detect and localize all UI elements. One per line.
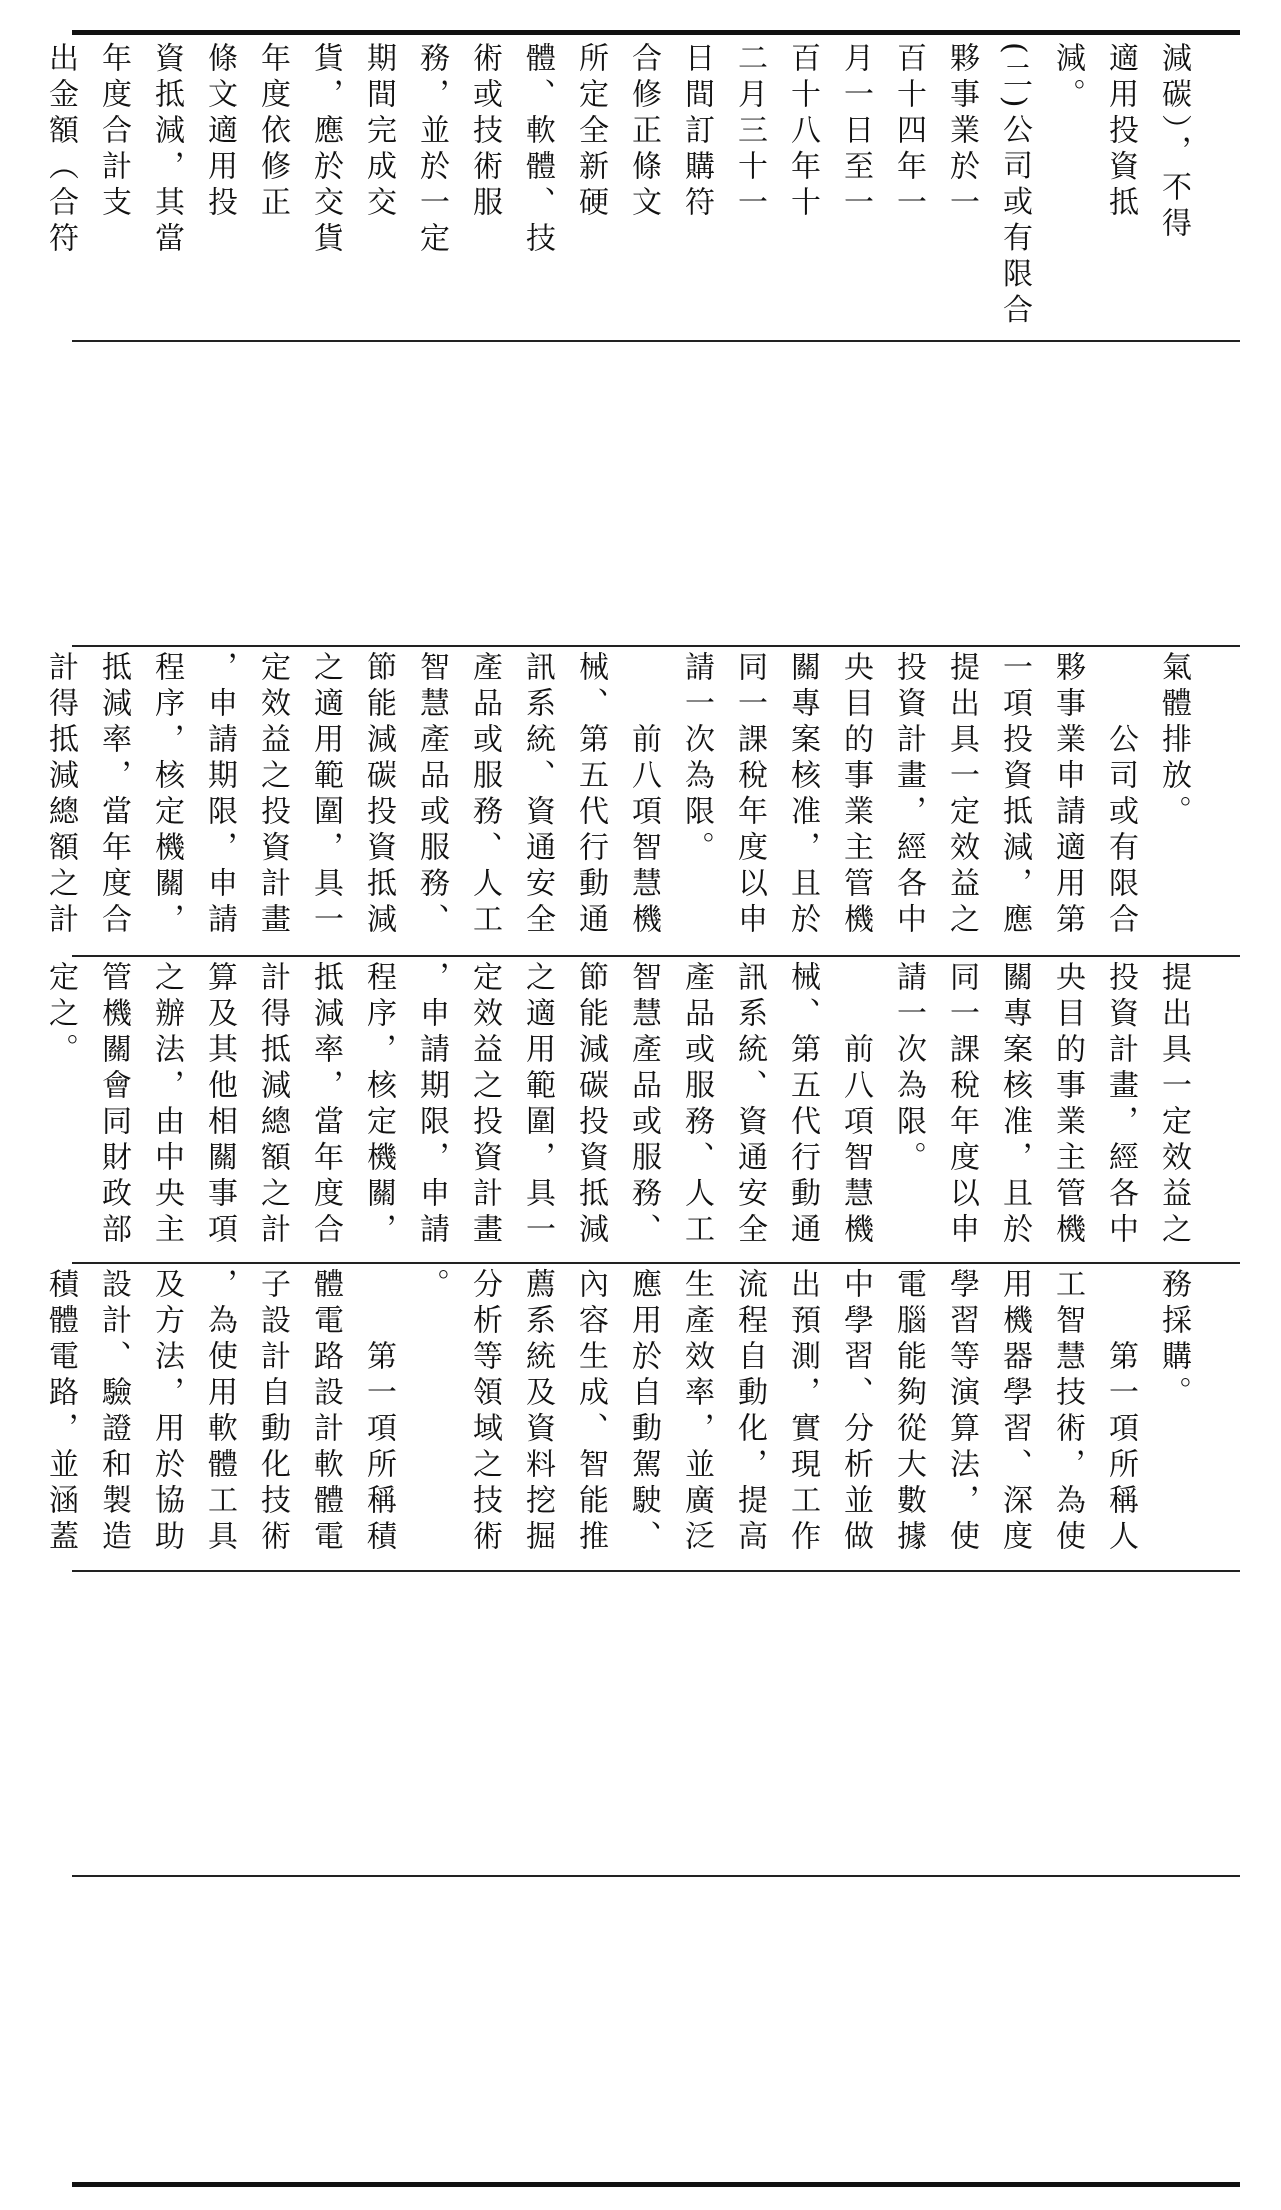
text-line: 管機關會同財政部 bbox=[96, 961, 131, 1249]
text-line: 同一課稅年度以申 bbox=[732, 651, 767, 939]
text-line: 子設計自動化技術 bbox=[255, 1268, 290, 1556]
cell-text bbox=[34, 42, 1200, 342]
text-line: 中學習、分析並做 bbox=[838, 1268, 873, 1556]
text-line: 算及其他相關事項 bbox=[202, 961, 237, 1249]
text-line: 智慧產品或服務、 bbox=[626, 961, 661, 1249]
text-line: 提出具一定效益之 bbox=[1156, 961, 1191, 1249]
text-line: 用機器學習、深度 bbox=[997, 1268, 1032, 1556]
text-line: 夥事業申請適用第 bbox=[1050, 651, 1085, 939]
text-line: 定效益之投資計畫 bbox=[255, 651, 290, 939]
text-line: 貨，應於交貨 bbox=[308, 42, 343, 258]
text-line: 。 bbox=[414, 1268, 449, 1304]
text-line: 關專案核准，且於 bbox=[785, 651, 820, 939]
text-line: 內容生成、智能推 bbox=[573, 1268, 608, 1556]
text-line: 前八項智慧機 bbox=[838, 961, 873, 1249]
text-line: 學習等演算法，使 bbox=[944, 1268, 979, 1556]
text-line: 分析等領域之技術 bbox=[467, 1268, 502, 1556]
text-line: 條文適用投 bbox=[202, 42, 237, 222]
text-line: 抵減率，當年度合 bbox=[96, 651, 131, 939]
text-line: 計得抵減總額之計 bbox=[43, 651, 78, 939]
table-row bbox=[43, 36, 1240, 336]
text-line: 電腦能夠從大數據 bbox=[891, 1268, 926, 1556]
text-line: 體電路設計軟體電 bbox=[308, 1268, 343, 1556]
text-line: 出預測，實現工作 bbox=[785, 1268, 820, 1556]
text-line: 投資計畫，經各中 bbox=[891, 651, 926, 939]
text-line: 設計、驗證和製造 bbox=[96, 1268, 131, 1556]
text-line: 程序，核定機關， bbox=[149, 651, 184, 939]
text-line: 定之。 bbox=[43, 961, 78, 1069]
table-bottom-border bbox=[72, 2182, 1240, 2187]
text-line: 流程自動化，提高 bbox=[732, 1268, 767, 1556]
text-line: 提出具一定效益之 bbox=[944, 651, 979, 939]
table-row bbox=[43, 1262, 1240, 1562]
text-line: 之辦法，由中央主 bbox=[149, 961, 184, 1249]
table-row bbox=[43, 955, 1240, 1255]
text-line: 積體電路，並涵蓋 bbox=[43, 1268, 78, 1556]
table-row bbox=[43, 645, 1240, 945]
text-line: 減碳），不得 bbox=[1156, 42, 1191, 243]
text-line: (二)公司或有限合 bbox=[997, 42, 1032, 330]
text-line: 關專案核准，且於 bbox=[997, 961, 1032, 1249]
text-line: 年度合計支 bbox=[96, 42, 131, 222]
text-line: 減。 bbox=[1050, 42, 1085, 114]
text-line: 薦系統及資料挖掘 bbox=[520, 1268, 555, 1556]
text-line: 訊系統、資通安全 bbox=[732, 961, 767, 1249]
text-line: 氣體排放。 bbox=[1156, 651, 1191, 831]
text-line: 適用投資抵 bbox=[1103, 42, 1138, 222]
text-line: 請一次為限。 bbox=[891, 961, 926, 1177]
text-line: 訊系統、資通安全 bbox=[520, 651, 555, 939]
text-line: 年度依修正 bbox=[255, 42, 290, 222]
text-line: 體、軟體、技 bbox=[520, 42, 555, 258]
text-line: 計得抵減總額之計 bbox=[255, 961, 290, 1249]
text-line: 日間訂購符 bbox=[679, 42, 714, 222]
text-line: 生產效率，並廣泛 bbox=[679, 1268, 714, 1556]
text-line: 一項投資抵減，應 bbox=[997, 651, 1032, 939]
text-line: 工智慧技術，為使 bbox=[1050, 1268, 1085, 1556]
text-line: 務採購。 bbox=[1156, 1268, 1191, 1412]
text-line: 合修正條文 bbox=[626, 42, 661, 222]
text-line: 百十四年一 bbox=[891, 42, 926, 222]
text-line: 前八項智慧機 bbox=[626, 651, 661, 939]
cell-text bbox=[34, 961, 1200, 1261]
text-line: 夥事業於一 bbox=[944, 42, 979, 222]
text-line: 應用於自動駕駛、 bbox=[626, 1268, 661, 1556]
text-line: 械、第五代行動通 bbox=[573, 651, 608, 939]
text-line: ，為使用軟體工具 bbox=[202, 1268, 237, 1556]
text-line: 務，並於一定 bbox=[414, 42, 449, 258]
text-line: 產品或服務、人工 bbox=[467, 651, 502, 939]
text-line: 資抵減，其當 bbox=[149, 42, 184, 258]
table-top-border bbox=[72, 30, 1240, 35]
text-line: 公司或有限合 bbox=[1103, 651, 1138, 939]
text-line: 期間完成交 bbox=[361, 42, 396, 222]
cell-text bbox=[34, 651, 1200, 951]
text-line: 智慧產品或服務、 bbox=[414, 651, 449, 939]
text-line: ，申請期限，申請 bbox=[202, 651, 237, 939]
text-line: 第一項所稱積 bbox=[361, 1268, 396, 1556]
text-line: 請一次為限。 bbox=[679, 651, 714, 867]
text-line: 抵減率，當年度合 bbox=[308, 961, 343, 1249]
text-line: 產品或服務、人工 bbox=[679, 961, 714, 1249]
text-line: 同一課稅年度以申 bbox=[944, 961, 979, 1249]
text-line: 出金額（合符 bbox=[43, 42, 78, 258]
text-line: 所定全新硬 bbox=[573, 42, 608, 222]
text-line: 程序，核定機關， bbox=[361, 961, 396, 1249]
text-line: 二月三十一 bbox=[732, 42, 767, 222]
text-line: 定效益之投資計畫 bbox=[467, 961, 502, 1249]
text-line: 之適用範圍，具一 bbox=[308, 651, 343, 939]
text-line: 月一日至一 bbox=[838, 42, 873, 222]
text-line: 術或技術服 bbox=[467, 42, 502, 222]
text-line: 節能減碳投資抵減 bbox=[361, 651, 396, 939]
text-line: 央目的事業主管機 bbox=[1050, 961, 1085, 1249]
text-line: 投資計畫，經各中 bbox=[1103, 961, 1138, 1249]
cell-text bbox=[34, 1268, 1200, 1568]
row-divider bbox=[72, 1570, 1240, 1572]
text-line: 械、第五代行動通 bbox=[785, 961, 820, 1249]
text-line: ，申請期限，申請 bbox=[414, 961, 449, 1249]
text-line: 及方法，用於協助 bbox=[149, 1268, 184, 1556]
row-divider bbox=[72, 1875, 1240, 1877]
text-line: 第一項所稱人 bbox=[1103, 1268, 1138, 1556]
text-line: 之適用範圍，具一 bbox=[520, 961, 555, 1249]
text-line: 節能減碳投資抵減 bbox=[573, 961, 608, 1249]
text-line: 央目的事業主管機 bbox=[838, 651, 873, 939]
text-line: 百十八年十 bbox=[785, 42, 820, 222]
